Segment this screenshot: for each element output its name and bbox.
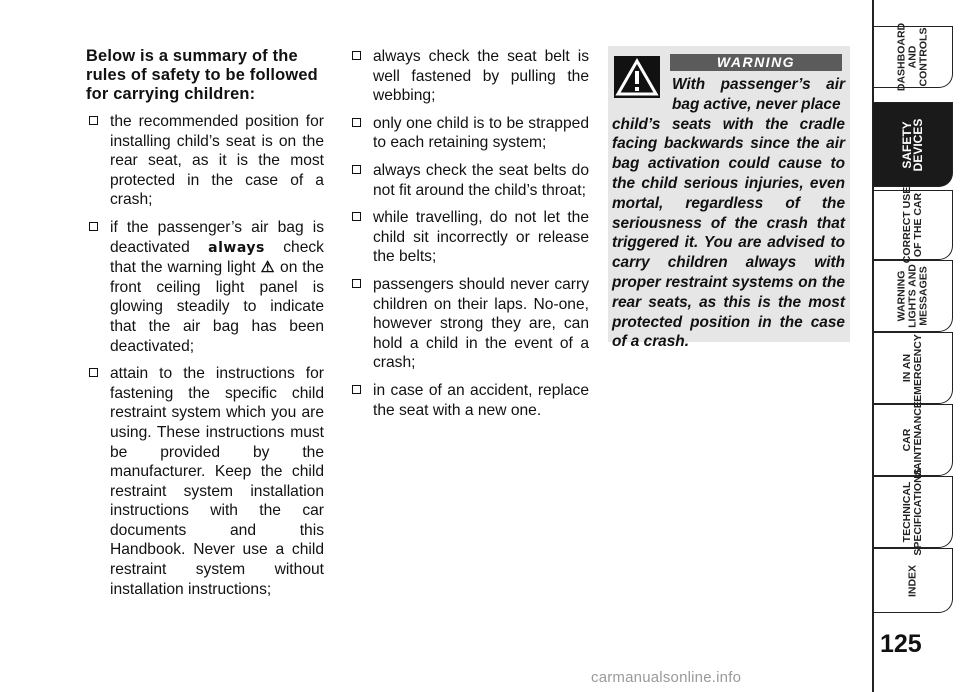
checkbox-bullet-icon	[352, 118, 361, 127]
tab-correct-use-of-the-car[interactable]: CORRECT USE OF THE CAR	[873, 190, 953, 260]
checkbox-bullet-icon	[89, 222, 98, 231]
airbag-warning-light-icon: ⚠	[260, 259, 276, 277]
warning-label: WARNING	[670, 54, 842, 71]
list-item: passengers should never carry children on their laps. No-one, however strong they are, can hold a child in the event of a crash;	[349, 275, 589, 373]
tab-technical-specifications[interactable]: TECHNICAL SPECIFICATIONS	[873, 476, 953, 548]
middle-column	[349, 47, 589, 428]
warning-text: With passenger’s air bag active, never place child’s seats with the cradle facing backwards since the air bag activation could cause to the child serious injuries, even mortal, regardless of the seriousness of the crash that triggered it. You are advised to carry children always with proper restraint systems on the rear seats, as this is the most protected position in the case of a crash.	[612, 76, 845, 351]
checkbox-bullet-icon	[89, 368, 98, 377]
checkbox-bullet-icon	[89, 116, 98, 125]
section-heading: Below is a summary of the rules of safety to be followed for carrying children:	[86, 47, 318, 103]
tab-warning-lights-and-messages[interactable]: WARNING LIGHTS AND MESSAGES	[873, 260, 953, 332]
list-item: if the passenger’s air bag is deactivated always check that the warning light ⚠ on the front ceiling light panel is glowing steadily to indicate that the air bag has been deactivated;	[86, 218, 324, 356]
tab-safety-devices[interactable]: SAFETY DEVICES	[873, 102, 953, 187]
page-number: 125	[880, 630, 922, 658]
tab-car-maintenance[interactable]: CAR MAINTENANCE	[873, 404, 953, 476]
list-item: in case of an accident, replace the seat with a new one.	[349, 381, 589, 420]
list-item: always check the seat belts do not fit around the child’s throat;	[349, 161, 589, 200]
list-item: while travelling, do not let the child sit incorrectly or release the belts;	[349, 208, 589, 267]
left-column	[86, 47, 324, 607]
list-item: always check the seat belt is well fastened by pulling the webbing;	[349, 47, 589, 106]
list-item: attain to the instructions for fastening the specific child restraint system which you are using. These instructions must be provided by the manufacturer. Keep the child restraint system installation instructions with the car documents and this Handbook. Never use a child restraint system without installation instructions;	[86, 364, 324, 599]
list-item: only one child is to be strapped to each retaining system;	[349, 114, 589, 153]
checkbox-bullet-icon	[352, 212, 361, 221]
checkbox-bullet-icon	[352, 51, 361, 60]
list-item: the recommended position for installing child’s seat is on the rear seat, as it is the most protected in the case of a crash;	[86, 112, 324, 210]
tab-dashboard-and-controls[interactable]: DASHBOARD AND CONTROLS	[873, 26, 953, 88]
emphasis-always: always	[208, 239, 265, 256]
tab-index[interactable]: INDEX	[873, 548, 953, 613]
watermark: carmanualsonline.info	[591, 669, 742, 686]
checkbox-bullet-icon	[352, 279, 361, 288]
tab-in-an-emergency[interactable]: IN AN EMERGENCY	[873, 332, 953, 404]
checkbox-bullet-icon	[352, 165, 361, 174]
checkbox-bullet-icon	[352, 385, 361, 394]
